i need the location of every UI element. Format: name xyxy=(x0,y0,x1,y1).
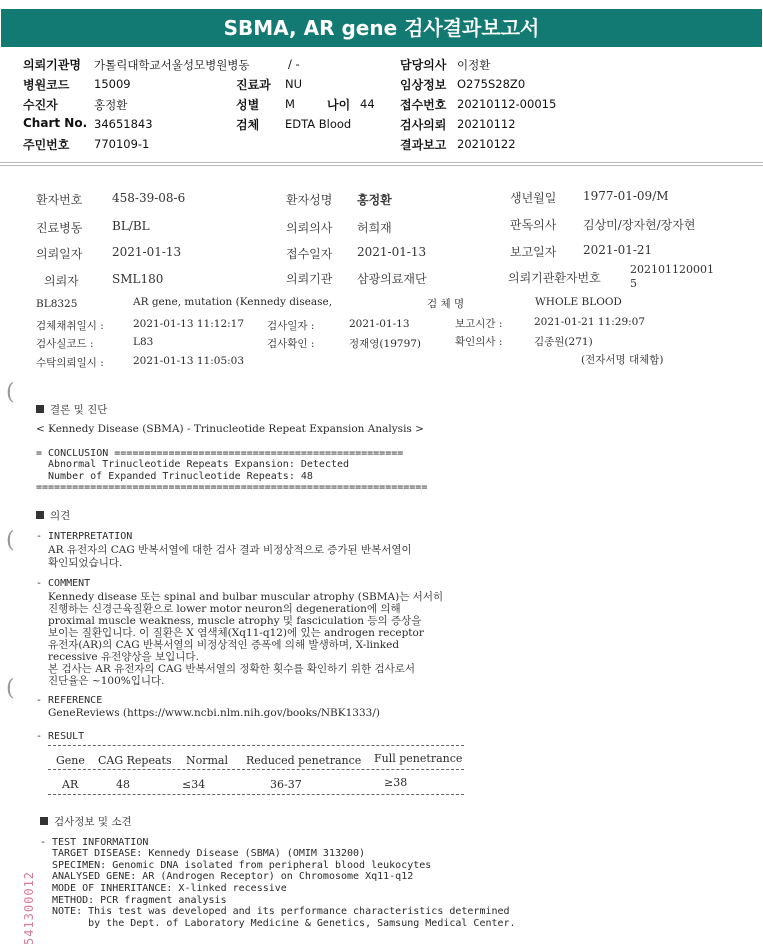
conclusion-line-1: Abnormal Trinucleotide Repeats Expansion: Detected xyxy=(48,459,350,470)
dob-label: 생년월일 xyxy=(510,191,557,205)
doctor: 이정환 xyxy=(457,58,491,72)
accession-label: 접수번호 xyxy=(400,98,447,112)
info-line-6: METHOD: PCR fragment analysis xyxy=(52,895,227,906)
reg-no: 458-39-08-6 xyxy=(112,191,186,205)
room-label: 검사실코드 : xyxy=(36,338,94,350)
reference: GeneReviews (https://www.ncbi.nlm.nih.gov/books/NBK1333/) xyxy=(48,707,380,719)
result-head: - RESULT xyxy=(36,731,85,742)
table-header-gene: Gene xyxy=(56,754,85,767)
interp-line-1: AR 유전자의 CAG 반복서열에 대한 검사 결과 비정상적으로 증가된 반복서열이 xyxy=(48,544,412,556)
patient-label: 수진자 xyxy=(23,98,58,112)
collect: 2021-01-13 11:12:17 xyxy=(133,318,245,330)
report-date-label: 결과보고 xyxy=(400,138,447,152)
table-top-rule xyxy=(48,745,464,746)
info-line-3: SPECIMEN: Genomic DNA isolated from peripheral blood leukocytes xyxy=(52,860,432,871)
specimen: EDTA Blood xyxy=(285,117,352,131)
reader: 김상미/장자현/장자현 xyxy=(583,218,696,232)
req-date-label: 의뢰일자 xyxy=(36,247,83,261)
test-date: 2021-01-13 xyxy=(349,318,410,330)
client-pid-label: 의뢰기관환자번호 xyxy=(508,271,601,285)
info-line-4: ANALYSED GENE: AR (Androgen Receptor) on Chromosome Xq11-q12 xyxy=(52,871,414,882)
doctor-label: 담당의사 xyxy=(400,58,447,72)
ward: / - xyxy=(288,57,300,71)
age-label: 나이 xyxy=(327,98,351,112)
chart-number: 34651843 xyxy=(94,117,153,131)
rep-date: 2021-01-21 xyxy=(583,243,653,257)
req-date: 2021-01-13 xyxy=(112,245,182,259)
received-label: 수탁의뢰일시 : xyxy=(36,357,104,369)
specimen-name-label: 검 체 명 xyxy=(427,298,465,310)
confirm-label: 검사확인 : xyxy=(267,338,315,350)
collect-label: 검체채취일시 : xyxy=(36,320,104,332)
test-request: 20210112 xyxy=(457,117,516,131)
test-code: BL8325 xyxy=(36,298,78,310)
client: SML180 xyxy=(112,272,164,286)
comment-line-8: 진단율은 ~100%입니다. xyxy=(48,675,165,687)
conclusion-line-2: Number of Expanded Trinucleotide Repeats: 48 xyxy=(48,471,313,482)
report-title: SBMA, AR gene 검사결과보고서 xyxy=(1,9,762,47)
confirm: 정재영(19797) xyxy=(349,338,422,350)
barcode-stamp: 541300012 xyxy=(22,870,36,945)
patient: 홍정환 xyxy=(94,98,128,112)
opinion-section-text: 의견 xyxy=(50,510,71,522)
reader-label: 판독의사 xyxy=(510,218,557,232)
table-bottom-rule xyxy=(48,794,464,795)
received: 2021-01-13 11:05:03 xyxy=(133,355,245,367)
specimen-name: WHOLE BLOOD xyxy=(535,296,622,308)
recv-date-label: 접수일자 xyxy=(286,247,333,261)
section-bullet-icon xyxy=(36,405,44,413)
interp-head: - INTERPRETATION xyxy=(36,531,133,542)
request-org-label: 의뢰기관명 xyxy=(23,58,81,72)
table-header-cag: CAG Repeats xyxy=(98,754,172,767)
conclusion-head: = CONCLUSION ================================================ xyxy=(36,448,404,459)
name-label: 환자성명 xyxy=(286,193,333,207)
header-divider xyxy=(0,162,763,163)
comment-line-3: proximal muscle weakness, muscle atrophy 및 fasciculation 등의 증상을 xyxy=(48,615,422,627)
request-org: 가톨릭대학교서울성모병원병동 xyxy=(94,58,250,72)
table-cell-reduced: 36-37 xyxy=(270,778,302,791)
punch-hole-mark: ( xyxy=(6,380,15,405)
hospital-code: 15009 xyxy=(94,77,131,91)
info-line-8: by the Dept. of Laboratory Medicine & Genetics, Samsung Medical Center. xyxy=(52,918,516,929)
table-cell-full: ≥38 xyxy=(384,776,408,789)
rrn: 770109-1 xyxy=(94,137,150,151)
dept-ward-label: 진료병동 xyxy=(36,221,83,235)
comment-line-4: 보이는 질환입니다. 이 질환은 X 염색체(Xq11-q12)에 있는 androgen receptor xyxy=(48,627,424,639)
report-time: 2021-01-21 11:29:07 xyxy=(534,316,646,328)
info-section-title xyxy=(40,814,132,829)
test-request-label: 검사의뢰 xyxy=(400,118,447,132)
analysis-title: < Kennedy Disease (SBMA) - Trinucleotide Repeat Expansion Analysis > xyxy=(36,423,424,435)
table-cell-cag: 48 xyxy=(116,778,130,791)
client-label: 의뢰자 xyxy=(44,274,79,288)
confirm-doc: 김종원(271) xyxy=(534,336,593,348)
table-cell-gene: AR xyxy=(62,778,79,791)
clinical: O275S28Z0 xyxy=(457,77,526,91)
sex: M xyxy=(285,97,295,111)
test-date-label: 검사일자 : xyxy=(267,320,315,332)
comment-line-1: Kennedy disease 또는 spinal and bulbar muscular atrophy (SBMA)는 서서히 xyxy=(48,591,444,603)
result-section-text: 결론 및 진단 xyxy=(50,404,108,416)
report-date: 20210122 xyxy=(457,137,516,151)
interp-line-2: 확인되었습니다. xyxy=(48,557,123,569)
info-line-1: - TEST INFORMATION xyxy=(40,837,149,848)
order-header xyxy=(0,52,763,152)
punch-hole-mark: ( xyxy=(6,676,15,701)
recv-date: 2021-01-13 xyxy=(357,245,427,259)
client-pid-2: 5 xyxy=(630,277,637,290)
punch-hole-mark: ( xyxy=(6,528,15,553)
info-line-2: TARGET DISEASE: Kennedy Disease (SBMA) (OMIM 313200) xyxy=(52,848,366,859)
comment-line-5: 유전자(AR)의 CAG 반복서열의 비정상적인 증폭에 의해 발생하며, X-linked xyxy=(48,639,400,651)
section-bullet-icon xyxy=(36,511,44,519)
dob: 1977-01-09/M xyxy=(583,189,669,203)
table-header-normal: Normal xyxy=(186,754,229,767)
table-cell-normal: ≤34 xyxy=(182,778,206,791)
client-org: 삼광의료재단 xyxy=(357,272,427,286)
rrn-label: 주민번호 xyxy=(23,138,70,152)
client-pid-1: 202101120001 xyxy=(630,263,714,276)
comment-head: - COMMENT xyxy=(36,578,91,589)
info-line-7: NOTE: This test was developed and its performance characteristics determined xyxy=(52,906,510,917)
dept-ward: BL/BL xyxy=(112,219,150,233)
dept: NU xyxy=(285,77,303,91)
confirm-doc-label: 확인의사 : xyxy=(455,336,503,348)
hospital-code-label: 병원코드 xyxy=(23,78,70,92)
comment-line-7: 본 검사는 AR 유전자의 CAG 반복서열의 정확한 횟수를 확인하기 위한 검사로서 xyxy=(48,663,416,675)
ref-doctor-label: 의뢰의사 xyxy=(286,221,333,235)
section-bullet-icon xyxy=(40,817,48,825)
ref-doctor: 허희재 xyxy=(357,221,392,235)
chart-label: Chart No. xyxy=(23,116,88,130)
opinion-section-title xyxy=(36,508,70,523)
room: L83 xyxy=(133,336,154,348)
info-section-text: 검사정보 및 소견 xyxy=(54,816,132,828)
clinical-label: 임상정보 xyxy=(400,78,447,92)
dept-label: 진료과 xyxy=(236,78,271,92)
client-org-label: 의뢰기관 xyxy=(286,272,333,286)
table-header-full: Full penetrance xyxy=(374,752,463,765)
scanned-report xyxy=(0,168,763,944)
patient-name: 홍정환 xyxy=(357,193,392,207)
conclusion-end: ================================================================= xyxy=(36,482,428,493)
esign: (전자서명 대체함) xyxy=(581,354,664,366)
reference-head: - REFERENCE xyxy=(36,695,103,706)
table-mid-rule xyxy=(48,769,464,770)
comment-line-2: 진행하는 신경근육질환으로 lower motor neuron의 degeneration에 의해 xyxy=(48,603,401,615)
specimen-label: 검체 xyxy=(236,118,260,132)
header-divider-2 xyxy=(0,165,763,166)
accession: 20210112-00015 xyxy=(457,97,557,111)
table-header-reduced: Reduced penetrance xyxy=(246,754,362,767)
info-line-5: MODE OF INHERITANCE: X-linked recessive xyxy=(52,883,287,894)
report-time-label: 보고시간 : xyxy=(455,318,503,330)
result-section-title xyxy=(36,402,107,417)
reg-no-label: 환자번호 xyxy=(36,193,83,207)
age: 44 xyxy=(360,97,375,111)
rep-date-label: 보고일자 xyxy=(510,245,557,259)
sex-label: 성별 xyxy=(236,98,260,112)
comment-line-6: recessive 유전양상을 보입니다. xyxy=(48,651,199,663)
test-name: AR gene, mutation (Kennedy disease, xyxy=(133,296,333,308)
